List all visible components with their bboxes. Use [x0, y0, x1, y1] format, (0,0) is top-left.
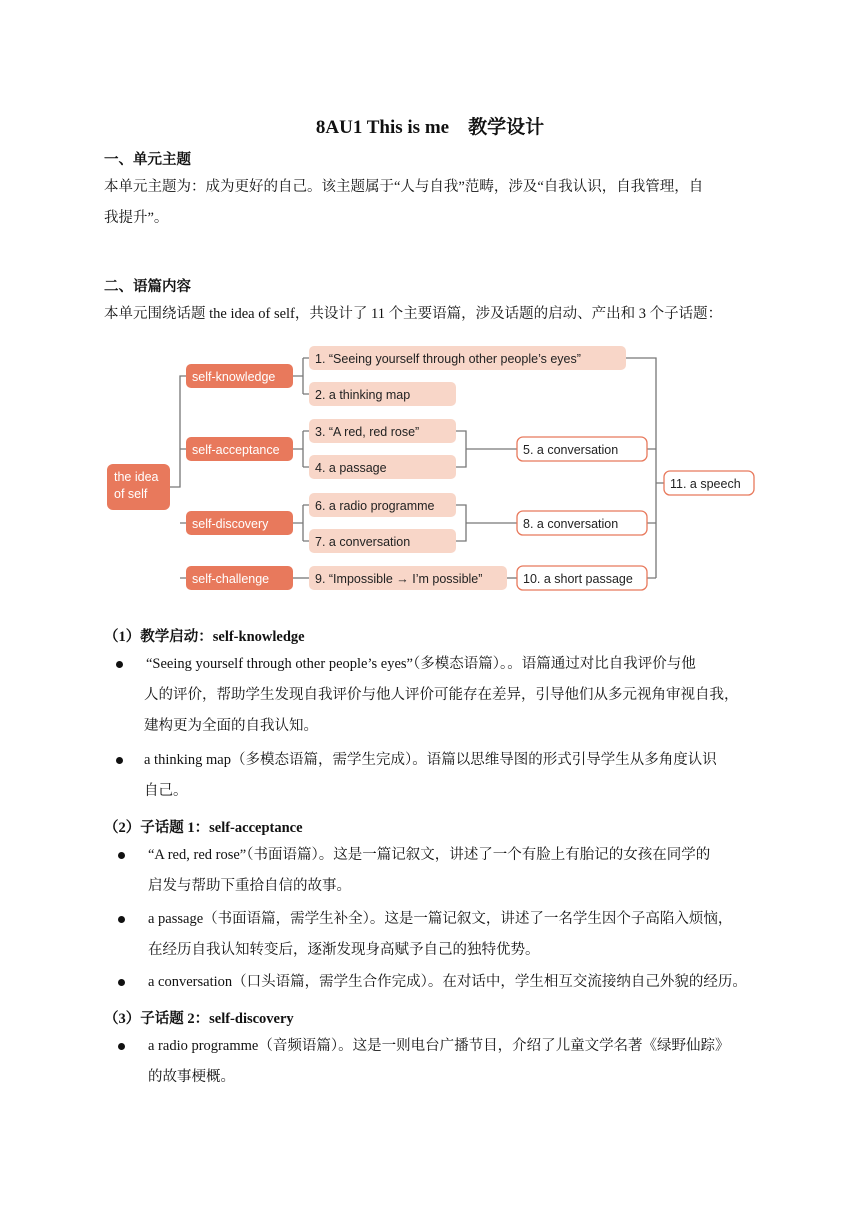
list-item: [104, 840, 756, 902]
part3-heading: （3）子话题 2：self-discovery: [104, 1011, 294, 1027]
bullet-line: 在经历自我认知转变后，逐渐发现身高赋予自己的独特优势。: [148, 942, 540, 958]
document-title: 8AU1 This is me 教学设计: [315, 117, 545, 138]
category-label: self-knowledge: [192, 370, 276, 384]
part2-heading: （2）子话题 1：self-acceptance: [104, 820, 303, 836]
root-label-2: of self: [114, 487, 148, 501]
bullet-line: “A red, red rose”（书面语篇）。这是一篇记叙文，讲述了一个有脸上有胎记的女孩在同学的: [148, 847, 711, 863]
mid-label: 8. a conversation: [523, 517, 619, 531]
item-label: 3. “A red, red rose”: [315, 425, 420, 439]
list-item: [104, 1031, 756, 1093]
bullet-icon: [118, 979, 125, 986]
bullet-line: 的故事梗概。: [148, 1069, 235, 1085]
item-label: 1. “Seeing yourself through other people’s eyes”: [315, 352, 581, 366]
section1-line2: 我提升”。: [104, 210, 169, 226]
section1-heading: 一、单元主题: [104, 152, 191, 168]
list-item: [104, 649, 756, 742]
section2-intro: 本单元围绕话题 the idea of self，共设计了 11 个主要语篇，涉及话题的启动、产出和 3 个子话题：: [104, 306, 723, 322]
section1-line1: 本单元主题为：成为更好的自己。该主题属于“人与自我”范畴，涉及“自我认识，自我管理，自: [104, 179, 704, 195]
bullet-icon: [116, 757, 123, 764]
bullet-line: a radio programme（音频语篇）。这是一则电台广播节目，介绍了儿童文学名著《绿野仙踪》: [148, 1038, 730, 1054]
bullet-line: a thinking map（多模态语篇，需学生完成）。语篇以思维导图的形式引导学生从多角度认识: [144, 752, 717, 768]
category-label: self-discovery: [192, 517, 269, 531]
mind-map-diagram: [107, 338, 757, 596]
bullet-line: “Seeing yourself through other people’s eyes”（多模态语篇）。。语篇通过对比自我评价与他: [146, 656, 696, 672]
list-item: [104, 745, 756, 807]
item-label: 7. a conversation: [315, 535, 411, 549]
part1-heading: （1）教学启动：self-knowledge: [104, 629, 305, 645]
bullet-line: 启发与帮助下重拾自信的故事。: [148, 878, 351, 894]
bullet-icon: [118, 916, 125, 923]
item-label: 4. a passage: [315, 461, 387, 475]
bullet-line: a conversation（口头语篇，需学生合作完成）。在对话中，学生相互交流接纳自己外貌的经历。: [148, 974, 747, 990]
section2-heading: 二、语篇内容: [104, 279, 191, 295]
section1-paragraph: [104, 172, 756, 234]
item-label: 6. a radio programme: [315, 499, 435, 513]
final-label: 11. a speech: [670, 477, 741, 491]
item-label: 9. “Impossible → I’m possible”: [315, 572, 483, 586]
mid-label: 10. a short passage: [523, 572, 633, 586]
bullet-icon: [118, 1043, 125, 1050]
item-label: 2. a thinking map: [315, 388, 411, 402]
category-label: self-challenge: [192, 572, 270, 586]
bullet-line: 建构更为全面的自我认知。: [144, 718, 318, 734]
bullet-line: 自己。: [144, 783, 188, 799]
category-label: self-acceptance: [192, 443, 280, 457]
mid-label: 5. a conversation: [523, 443, 619, 457]
list-item: [104, 967, 756, 998]
bullet-icon: [116, 661, 123, 668]
bullet-line: a passage（书面语篇，需学生补全）。这是一篇记叙文，讲述了一名学生因个子高陷入烦恼，: [148, 911, 733, 927]
list-item: [104, 904, 756, 966]
bullet-line: 人的评价，帮助学生发现自我评价与他人评价可能存在差异，引导他们从多元视角审视自我，: [144, 687, 739, 703]
bullet-icon: [118, 852, 125, 859]
root-label-1: the idea: [114, 470, 159, 484]
